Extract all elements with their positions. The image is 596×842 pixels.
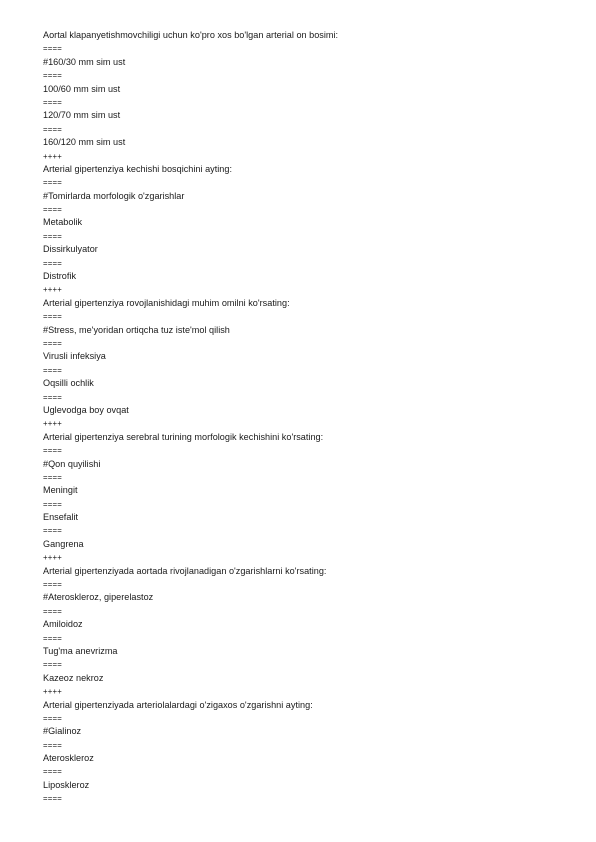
answer-separator: ====	[43, 231, 63, 241]
answer-separator: ====	[43, 71, 63, 81]
answer-separator: ====	[43, 97, 63, 107]
question-separator: ++++	[43, 687, 63, 697]
correct-answer: #Ateroskleroz, giperelastoz	[43, 592, 154, 603]
answer-option: Dissirkulyator	[43, 244, 98, 255]
answer-separator: ====	[43, 258, 63, 268]
answer-separator: ====	[43, 205, 63, 215]
answer-option: 160/120 mm sim ust	[43, 137, 126, 148]
answer-separator: ====	[43, 713, 63, 723]
document-body	[43, 29, 563, 806]
answer-separator: ====	[43, 526, 63, 536]
answer-option: 120/70 mm sim ust	[43, 110, 121, 121]
answer-separator: ====	[43, 740, 63, 750]
answer-option: Distrofik	[43, 271, 77, 282]
answer-option: Meningit	[43, 485, 78, 496]
answer-separator: ====	[43, 767, 63, 777]
answer-separator: ====	[43, 633, 63, 643]
answer-option: Tug'ma anevrizma	[43, 645, 118, 656]
answer-separator: ====	[43, 446, 63, 456]
correct-answer: #Qon quyilishi	[43, 458, 101, 469]
question-text: Arterial gipertenziya rovojlanishidagi muhim omilni ko'rsating:	[43, 297, 290, 308]
correct-answer: #Gialinoz	[43, 726, 82, 737]
answer-separator: ====	[43, 365, 63, 375]
answer-option: Kazeoz nekroz	[43, 672, 104, 683]
answer-separator: ====	[43, 794, 63, 804]
answer-separator: ====	[43, 312, 63, 322]
question-separator: ++++	[43, 553, 63, 563]
question-text: Aortal klapanyetishmovchiligi uchun ko'pro xos bo'lgan arterial on bosimi:	[43, 30, 339, 40]
answer-option: Oqsilli ochlik	[43, 378, 94, 389]
answer-option: Uglevodga boy ovqat	[43, 404, 129, 415]
answer-separator: ====	[43, 606, 63, 616]
question-text: Arterial gipertenziyada aortada rivojlanadigan o'zgarishlarni ko'rsating:	[43, 565, 327, 576]
answer-option: Amiloidoz	[43, 619, 83, 630]
question-separator: ++++	[43, 285, 63, 295]
correct-answer: #Stress, me'yoridan ortiqcha tuz iste'mol qilish	[43, 324, 230, 335]
answer-separator: ====	[43, 660, 63, 670]
answer-option: Ateroskleroz	[43, 753, 94, 764]
question-separator: ++++	[43, 419, 63, 429]
correct-answer: #160/30 mm sim ust	[43, 56, 126, 67]
answer-option: Virusli infeksiya	[43, 351, 106, 362]
answer-separator: ====	[43, 580, 63, 590]
answer-separator: ====	[43, 472, 63, 482]
answer-separator: ====	[43, 392, 63, 402]
answer-separator: ====	[43, 178, 63, 188]
answer-option: 100/60 mm sim ust	[43, 83, 121, 94]
answer-option: Ensefalit	[43, 512, 79, 523]
answer-option: Gangrena	[43, 538, 84, 549]
answer-separator: ====	[43, 44, 63, 54]
question-text: Arterial gipertenziyada arteriolalardagi o'zigaxos o'zgarishni ayting:	[43, 699, 313, 710]
question-text: Arterial gipertenziya kechishi bosqichini ayting:	[43, 163, 233, 174]
answer-option: Liposkleroz	[43, 779, 90, 790]
answer-option: Metabolik	[43, 217, 83, 228]
correct-answer: #Tomirlarda morfologik o'zgarishlar	[43, 190, 185, 201]
answer-separator: ====	[43, 499, 63, 509]
question-separator: ++++	[43, 151, 63, 161]
answer-separator: ====	[43, 338, 63, 348]
question-text: Arterial gipertenziya serebral turining morfologik kechishini ko'rsating:	[43, 431, 324, 442]
answer-separator: ====	[43, 124, 63, 134]
